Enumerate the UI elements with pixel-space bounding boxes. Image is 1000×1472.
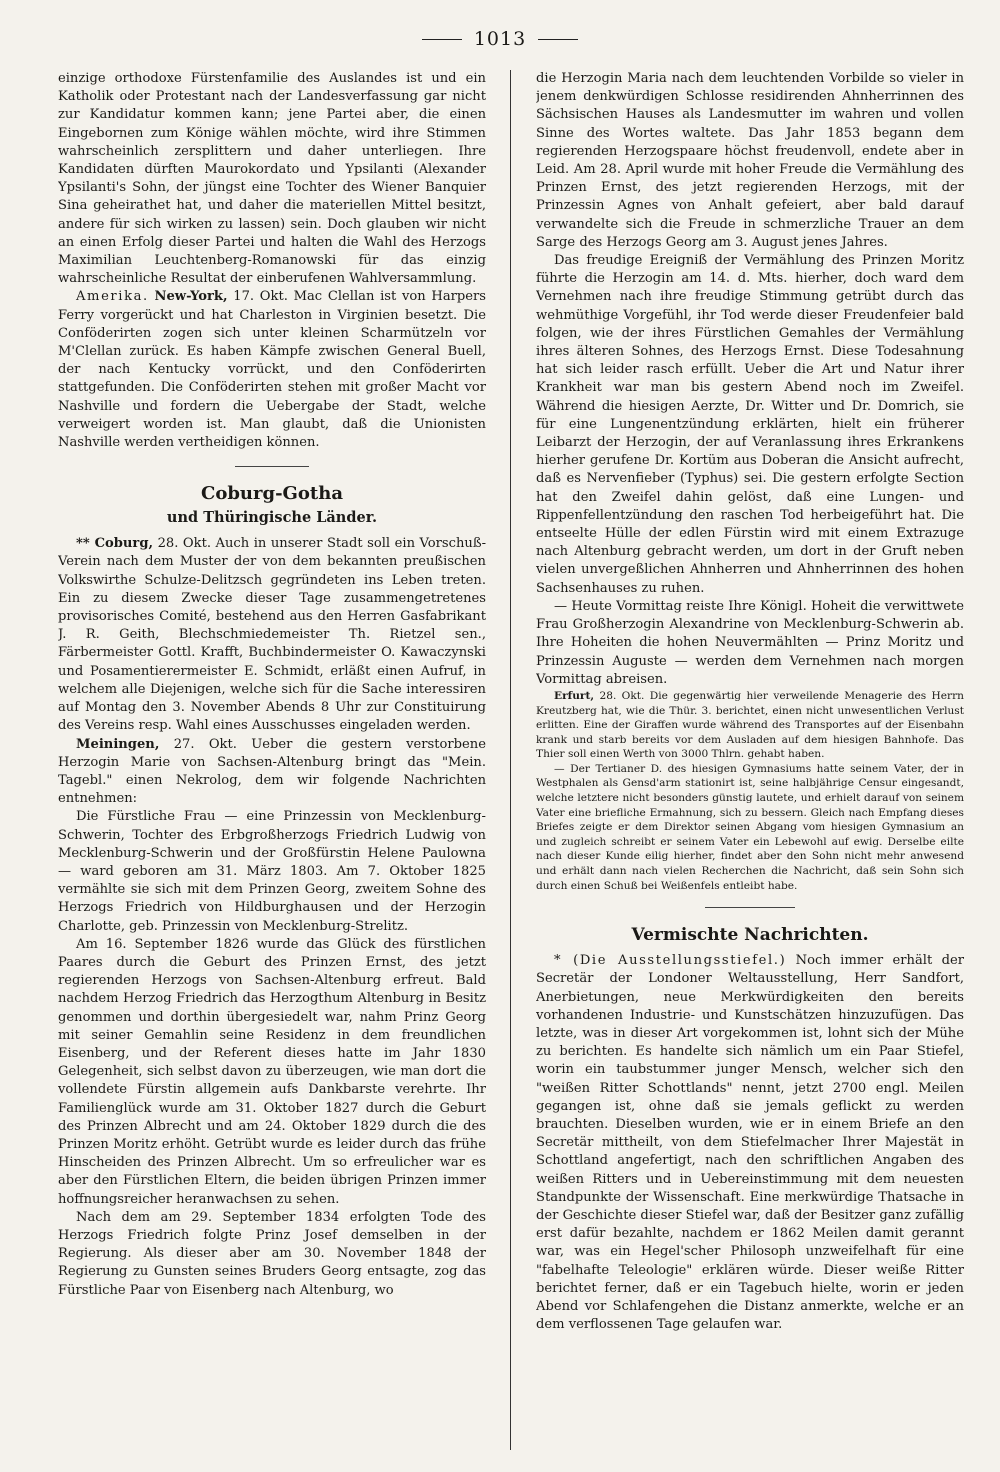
erfurt-body: 28. Okt. Die gegenwärtig hier verweilende Menagerie des Herrn Kreutzberg hat, wie die Thür. 3. berichtet, einen nicht unwesentlichen Verlust erlitten. Eine der Giraffen wurde während des Transportes auf der Eisenbahn krank und starb bereits vor dem Ausladen auf dem hiesigen Bahnhofe. Das Thier soll einen Werth von 3000 Thlrn. gehabt haben. (536, 689, 964, 761)
greece-paragraph: einzige orthodoxe Fürstenfamilie des Auslandes ist und ein Katholik oder Protestant nach der Landesverfassung gar nicht zur Kandidatur kommen kann; jene Partei aber, die einen Eingebornen zum Könige wählen möchte, wird ihre Stimmen wahrscheinlich zersplittern und daher unterliegen. Ihre Kandidaten dürften Maurokordato und Ypsilanti (Alexander Ypsilanti's Sohn, der jüngst eine Tochter des Wiener Banquier Sina geheirathet hat, und daher die materiellen Mittel besitzt, andere für sich wirken zu lassen) sein. Doch glauben wir nicht an einen Erfolg dieser Partei und halten die Wahl des Herzogs Maximilian Leuchtenberg-Romanowski für das einzig wahrscheinliche Resultat der einberufenen Wahlversammlung. (58, 71, 486, 287)
obituary-paragraph-3: Nach dem am 29. September 1834 erfolgten Tode des Herzogs Friedrich folgte Prinz Josef demselben in der Regierung. Als dieser aber am 30. November 1848 der Regierung zu Gunsten seines Bruders Georg entsagte, zog das Fürstliche Paar von Eisenberg nach Altenburg, wo (58, 1209, 486, 1298)
meiningen-paragraph (58, 736, 486, 809)
america-lead: Amerika. (76, 289, 149, 305)
column-divider (510, 70, 511, 1450)
misc-divider (705, 907, 795, 908)
misc-news-title: Vermischte Nachrichten. (631, 925, 869, 946)
section-divider (235, 466, 309, 467)
header-rule-left (422, 39, 462, 40)
obituary-continuation: die Herzogin Maria nach dem leuchtenden Vorbilde so vieler in jenem denkwürdigen Schlosse residirenden Ahnherrinnen des Sächsischen Hauses als Landesmutter im wahren und vollen Sinne des Wortes waltete. Das Jahr 1853 begann dem regierenden Herzogspaare höchst freudenvoll, endete aber in Leid. Am 28. April wurde mit hoher Freude die Vermählung des Prinzen Ernst, des jetzt regierenden Herzogs, mit der Prinzessin Agnes von Anhalt gefeiert, aber bald darauf verwandelte sich die Freude in schmerzliche Trauer an dem Sarge des Herzogs Georg am 3. August jenes Jahres. (536, 71, 964, 250)
boots-body: Noch immer erhält der Secretär der Londoner Weltausstellung, Herr Sandfort, Anerbietungen, neue Merkwürdigkeiten den bereits vorhandenen Industrie- und Kunstschätzen hinzuzufügen. Das letzte, was in dieser Art vorgekommen ist, lohnt sich der Mühe zu berichten. Es handelte sich nämlich um ein Paar Stiefel, worin ein taubstummer junger Mensch, welcher sich den "weißen Ritter Schottlands" nennt, jetzt 2700 engl. Meilen gegangen ist, ohne daß sie jemals geflickt zu werden brauchten. Dieselben wurden, wie er in einem Briefe an den Secretär mittheilt, von dem Stiefelmacher Ihrer Majestät in Schottland angefertigt, nach den schriftlichen Angaben des weißen Ritters und in Uebereinstimmung mit dem neuesten Standpunkte der Wissenschaft. Eine merkwürdige Thatsache in der Geschichte dieser Stiefel war, daß der Besitzer ganz zufällig erst dafür bezahlte, nachdem er 1862 Meilen damit gerannt war, was ein Hegel'scher Philosoph unzweifelhaft für eine "fabelhafte Teleologie" erklären würde. Dieser weiße Ritter berichtet ferner, daß er ein Tagebuch hielte, worin er jeden Abend vor Schlafengehen die Distanz anmerkte, welche er an dem verflossenen Tage gelaufen war. (536, 953, 964, 1333)
meiningen-dateline: Meiningen, (76, 736, 160, 752)
departure-paragraph: — Heute Vormittag reiste Ihre Königl. Hoheit die verwittwete Frau Großherzogin Alexandrine von Mecklenburg-Schwerin ab. Ihre Hoheiten die hohen Neuvermählten — Prinz Moritz und Prinzessin Auguste — werden dem Vernehmen nach morgen Vormittag abreisen. (536, 598, 964, 687)
coburg-paragraph (58, 535, 486, 735)
boots-lead: * (Die Ausstellungsstiefel.) (554, 953, 787, 969)
gymnasium-paragraph: — Der Tertianer D. des hiesigen Gymnasiums hatte seinem Vater, der in Westphalen als Gensd'arm stationirt ist, seine halbjährige Censur eingesandt, welche letztere nicht besonders günstig lautete, und erhielt darauf von seinem Vater eine briefliche Ermahnung, sich zu bessern. Gleich nach Empfang dieses Briefes zeigte er dem Direktor seinen Abgang vom hiesigen Gymnasium an und zugleich schreibt er seinem Vater ein Lebewohl auf ewig. Derselbe eilte nach dieser Kunde eilig hierher, findet aber den Sohn nicht mehr anwesend und erhält dann nach vielen Recherchen die Nachricht, daß sein Sohn sich durch einen Schuß bei Weißenfels entleibt habe. (536, 762, 964, 892)
right-column (536, 70, 964, 1455)
erfurt-dateline: Erfurt, (554, 689, 595, 702)
small-print-news (536, 689, 964, 893)
america-paragraph (58, 288, 486, 452)
america-body: 17. Okt. Mac Clellan ist von Harpers Ferry vorgerückt und hat Charleston in Virginien besetzt. Die Conföderirten zogen sich unter kleinen Scharmützeln vor M'Clellan zurück. Es haben Kämpfe zwischen General Buell, der nach Kentucky vorrückt, und den Conföderirten stattgefunden. Die Conföderirten stehen mit großer Macht vor Nashville und fordern die Uebergabe der Stadt, welche verweigert worden ist. Man glaubt, daß die Unionisten Nashville werden vertheidigen können. (58, 289, 486, 451)
erfurt-paragraph (536, 689, 964, 762)
newyork-dateline: New-York, (154, 289, 228, 305)
obituary-paragraph-4: Das freudige Ereigniß der Vermählung des Prinzen Moritz führte die Herzogin am 14. d. Mts. hierher, doch ward dem Vernehmen nach ihre freudige Stimmung getrübt durch das wehmüthige Vorgefühl, ihr Tod werde dieser Freudenfeier bald folgen, wie der ihres Fürstlichen Gemahles der Vermählung ihres älteren Sohnes, des Herzogs Ernst. Diese Todesahnung hat sich leider rasch erfüllt. Ueber die Art und Natur ihrer Krankheit war man bis gestern Abend noch im Zweifel. Während die hiesigen Aerzte, Dr. Witter und Dr. Domrich, sie für eine Lungenentzündung erklärten, hielt ein früherer Leibarzt der Herzogin, der auf Veranlassung ihres Erkrankens hierher gerufene Dr. Kortüm aus Doberan die Ansicht aufrecht, daß es Nervenfieber (Typhus) sei. Die gestern erfolgte Section hat den Zweifel dahin gelöst, daß eine Lungen- und Rippenfellentzündung den raschen Tod herbeigeführt hat. Die entseelte Hülle der edlen Fürstin wird mit einem Extrazuge nach Altenburg gebracht werden, um dort in der Gruft neben vielen unvergeßlichen Ahnherren und Ahnherrinnen des hohen Sachsenhauses zu ruhen. (536, 253, 964, 596)
obituary-paragraph-1: Die Fürstliche Frau — eine Prinzessin von Mecklenburg-Schwerin, Tochter des Erbgroßherzogs Friedrich Ludwig von Mecklenburg-Schwerin und der Großfürstin Helene Paulowna — ward geboren am 31. März 1803. Am 7. Oktober 1825 vermählte sie sich mit dem Prinzen Georg, zweitem Sohne des Herzogs Friedrich von Hildburghausen und der Herzogin Charlotte, geb. Prinzessin von Mecklenburg-Strelitz. (58, 809, 486, 934)
boots-paragraph (536, 952, 964, 1334)
coburg-dateline: ** Coburg, (76, 536, 154, 552)
left-column (58, 70, 486, 1455)
section-subtitle: und Thüringische Länder. (166, 509, 378, 527)
page-header (0, 26, 1000, 52)
header-rule-right (538, 39, 578, 40)
section-title-coburg-gotha: Coburg-Gotha (201, 483, 343, 505)
meiningen-body: 27. Okt. Ueber die gestern verstorbene Herzogin Marie von Sachsen-Altenburg bringt das "Mein. Tagebl." einen Nekrolog, dem wir folgende Nachrichten entnehmen: (58, 736, 486, 807)
obituary-paragraph-2: Am 16. September 1826 wurde das Glück des fürstlichen Paares durch die Geburt des Prinzen Ernst, des jetzt regierenden Herzogs von Sachsen-Altenburg erfreut. Bald nachdem Herzog Friedrich das Herzogthum Altenburg in Besitz genommen und dorthin übergesiedelt war, nahm Prinz Georg mit seiner Gemahlin seine Residenz in dem freundlichen Eisenberg, und der Referent dieses hatte im Jahr 1830 Gelegenheit, sich selbst davon zu überzeugen, wie man dort die vollendete Fürstin allgemein aufs Dankbarste verehrte. Ihr Familienglück wurde am 31. Oktober 1827 durch die Geburt des Prinzen Albrecht und am 24. Oktober 1829 durch die des Prinzen Moritz erhöht. Getrübt wurde es leider durch das frühe Hinscheiden des Prinzen Albrecht. Um so erfreulicher war es aber den Fürstlichen Eltern, die beiden übrigen Prinzen immer hoffnungsreicher heranwachsen zu sehen. (58, 936, 486, 1207)
coburg-body: 28. Okt. Auch in unserer Stadt soll ein Vorschuß-Verein nach dem Muster der von dem bekannten preußischen Volkswirthe Schulze-Delitzsch gegründeten ins Leben treten. Ein zu diesem Zwecke dieser Tage zusammengetretenes provisorisches Comité, bestehend aus den Herren Gasfabrikant J. R. Geith, Blechschmiedemeister Th. Rietzel sen., Färbermeister Gottl. Krafft, Buchbindermeister O. Kawaczynski und Posamentierermeister E. Schmidt, erläßt einen Aufruf, in welchem alle Diejenigen, welche sich für die Sache interessiren auf Montag den 3. November Abends 8 Uhr zur Constituirung des Vereins resp. Wahl eines Ausschusses eingeladen werden. (58, 536, 486, 734)
page-number: 1013 (473, 28, 527, 50)
